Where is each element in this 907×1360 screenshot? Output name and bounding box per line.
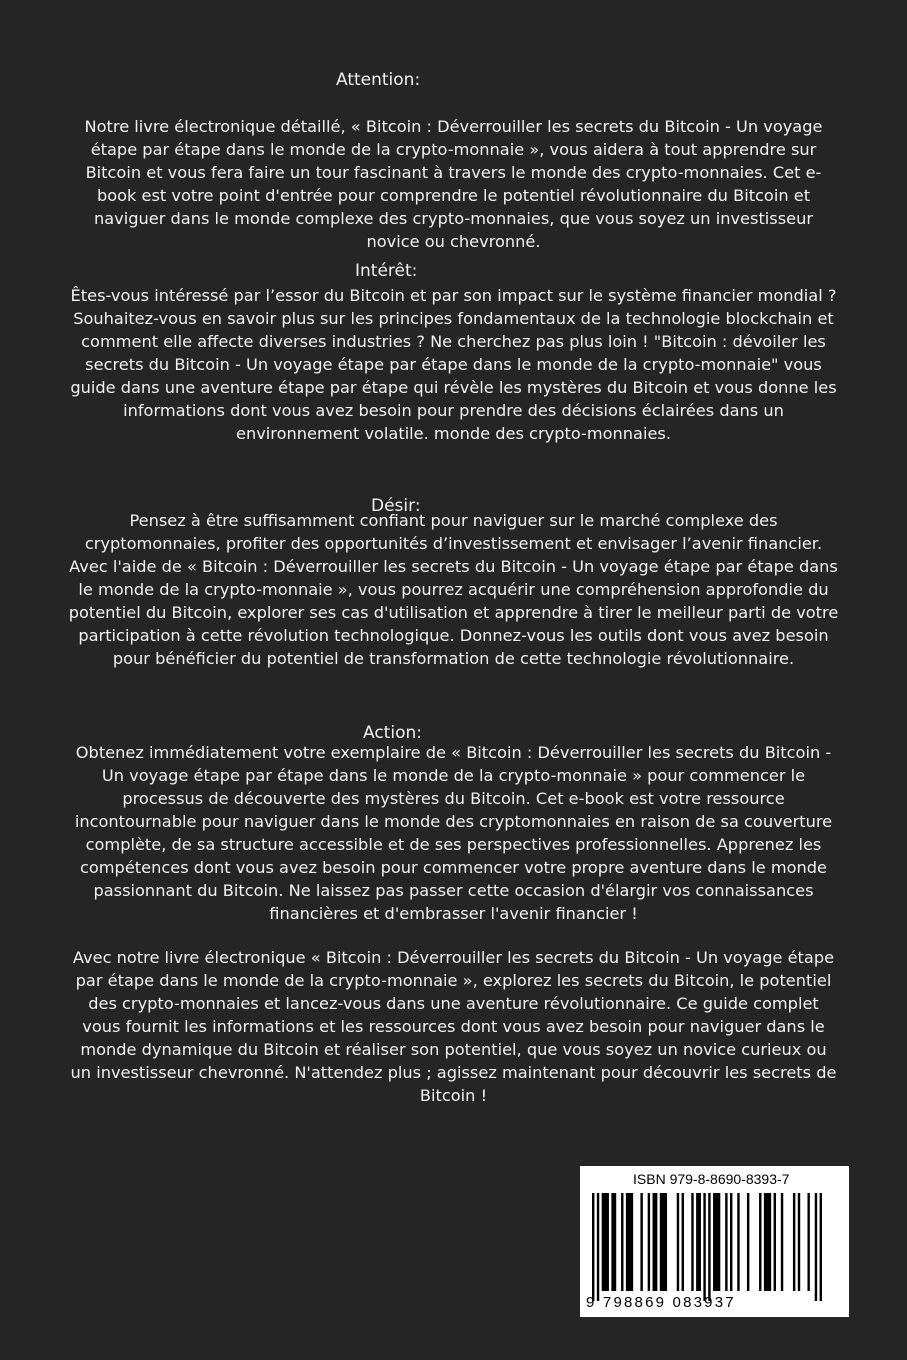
barcode-bar — [621, 1193, 623, 1291]
barcode-bar — [815, 1193, 817, 1301]
barcode-bar — [713, 1193, 720, 1291]
barcode-bar — [820, 1193, 822, 1301]
barcode-bar — [807, 1193, 809, 1291]
barcode-bar — [708, 1193, 710, 1301]
isbn-label: ISBN 979-8-8690-8393-7 — [633, 1171, 790, 1187]
desir-paragraph: Pensez à être suffisamment confiant pour naviguer sur le marché complexe des cryptomonnaies, profiter des opportunités d’investissement et envisager l’avenir financier. Avec l'aide de « Bitcoin : Déverrouiller les secrets du Bitcoin - Un voyage étape par étape dans le monde de la crypto-monnaie », vous pourrez acquérir une compréhension approfondie du potentiel du Bitcoin, explorer ses cas d'utilisation et apprendre à tirer le meilleur parti de votre participation à cette révolution technologique. Donnez-vous les outils dont vous avez besoin pour bénéficier du potentiel de transformation de cette technologie révolutionnaire. — [68, 511, 839, 668]
interet-heading: Intérêt: — [355, 261, 418, 281]
barcode-bar — [696, 1193, 701, 1291]
attention-paragraph: Notre livre électronique détaillé, « Bitcoin : Déverrouiller les secrets du Bitcoin - Un voyage étape par étape dans le monde de la crypto-monnaie », vous aidera à tout apprendre sur Bitcoin et vous fera faire un tour fascinant à travers le monde des crypto-monnaies. Cet e-book est votre point d'entrée pour comprendre le potentiel révolutionnaire du Bitcoin et naviguer dans le monde complexe des crypto-monnaies, que vous soyez un investisseur novice ou chevronné. — [84, 117, 823, 251]
barcode-bar — [602, 1193, 609, 1291]
barcode-bar — [682, 1193, 684, 1291]
barcode-bar — [793, 1193, 795, 1291]
barcode-bar — [774, 1193, 776, 1291]
barcode-bar — [747, 1193, 749, 1291]
barcode-bar — [781, 1193, 783, 1291]
barcode-bar — [703, 1193, 705, 1301]
barcode-bar — [759, 1193, 761, 1291]
barcode-bar — [626, 1193, 633, 1291]
isbn-digits: 9 798869 083937 — [586, 1294, 736, 1311]
isbn-barcode-box — [580, 1166, 849, 1317]
barcode-bar — [653, 1193, 658, 1291]
action-paragraph: Obtenez immédiatement votre exemplaire de « Bitcoin : Déverrouiller les secrets du Bitcoin - Un voyage étape par étape dans le monde de la crypto-monnaie » pour commencer le processus de découverte des mystères du Bitcoin. Cet e-book est votre ressource incontournable pour naviguer dans le monde des cryptomonnaies en raison de sa couverture complète, de sa structure accessible et de ses perspectives professionnelles. Apprenez les compétences dont vous avez besoin pour commencer votre propre aventure dans le monde passionnant du Bitcoin. Ne laissez pas passer cette occasion d'élargir vos connaissances financières et d'embrasser l'avenir financier ! — [74, 743, 833, 923]
desir-heading: Désir: — [371, 496, 421, 516]
barcode-bar — [764, 1193, 771, 1291]
barcode-bar — [730, 1193, 732, 1291]
barcode-bar — [737, 1193, 739, 1291]
barcode-bar — [648, 1193, 650, 1291]
barcode-bar — [640, 1193, 642, 1291]
closing-paragraph: Avec notre livre électronique « Bitcoin : Déverrouiller les secrets du Bitcoin - Un voyage étape par étape dans le monde de la crypto-monnaie », explorez les secrets du Bitcoin, le potentiel des crypto-monnaies et lancez-vous dans une aventure révolutionnaire. Ce guide complet vous fournit les informations et les ressources dont vous avez besoin pour naviguer dans le monde dynamique du Bitcoin et réaliser son potentiel, que vous soyez un novice curieux ou un investisseur chevronné. N'attendez plus ; agissez maintenant pour découvrir les secrets de Bitcoin ! — [70, 948, 837, 1105]
barcode-bar — [677, 1193, 679, 1291]
barcode-bar — [725, 1193, 727, 1291]
barcode-bar — [660, 1193, 667, 1291]
barcode-bar — [691, 1193, 693, 1291]
attention-heading: Attention: — [336, 70, 421, 90]
barcode-bar — [597, 1193, 599, 1301]
barcode-bars — [592, 1193, 822, 1301]
interet-paragraph: Êtes-vous intéressé par l’essor du Bitcoin et par son impact sur le système financier mondial ? Souhaitez-vous en savoir plus sur les principes fondamentaux de la technologie blockchain et comment elle affecte diverses industries ? Ne cherchez pas plus loin ! "Bitcoin : dévoiler les secrets du Bitcoin - Un voyage étape par étape dans le monde de la crypto-monnaie" vous guide dans une aventure étape par étape qui révèle les mystères du Bitcoin et vous donne les informations dont vous avez besoin pour prendre des décisions éclairées dans un environnement volatile. monde des crypto-monnaies. — [70, 286, 837, 443]
barcode-bar — [592, 1193, 594, 1301]
barcode-bar — [611, 1193, 616, 1291]
action-heading: Action: — [363, 723, 422, 743]
barcode-bar — [798, 1193, 800, 1291]
